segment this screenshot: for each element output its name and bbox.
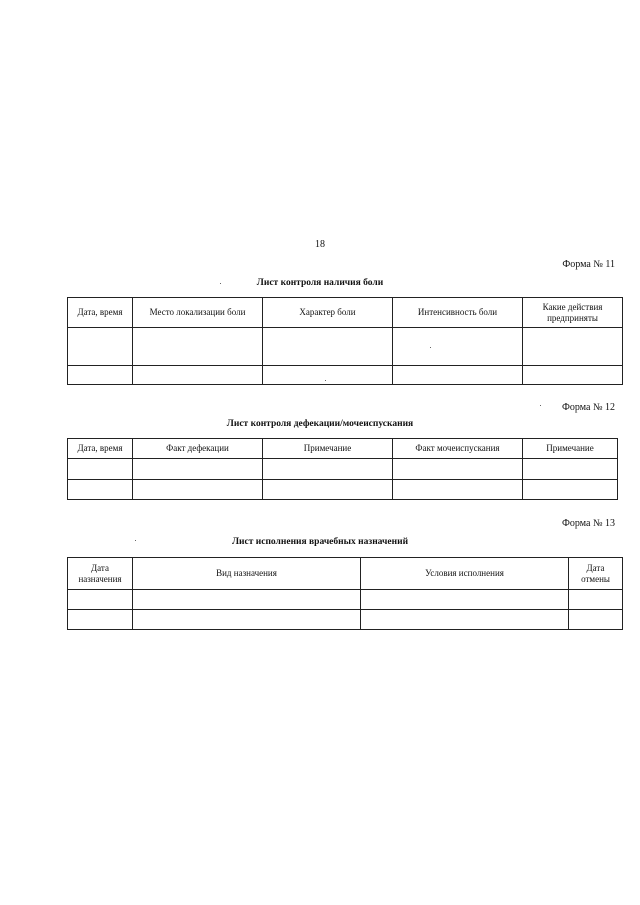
table-cell[interactable] — [393, 480, 523, 500]
table-cell[interactable] — [68, 610, 133, 630]
table-cell[interactable] — [263, 328, 393, 366]
table-cell[interactable] — [393, 459, 523, 480]
column-header: Место локализации боли — [133, 298, 263, 328]
table-cell[interactable] — [569, 610, 623, 630]
scan-speck — [540, 405, 541, 406]
column-header: Примечание — [523, 439, 618, 459]
table-row — [68, 480, 618, 500]
scan-speck — [220, 283, 221, 284]
table-cell[interactable] — [361, 610, 569, 630]
column-header: Какие действия предприняты — [523, 298, 623, 328]
column-header: Дата, время — [68, 439, 133, 459]
form-11-label: Форма № 11 — [562, 259, 615, 270]
column-header: Факт дефекации — [133, 439, 263, 459]
table-cell[interactable] — [133, 459, 263, 480]
column-header: Дата назначения — [68, 558, 133, 590]
prescriptions-table — [67, 557, 623, 630]
table-cell[interactable] — [523, 459, 618, 480]
table-cell[interactable] — [523, 366, 623, 385]
table-header-row — [68, 558, 623, 590]
table-header-row — [68, 298, 623, 328]
table-cell[interactable] — [393, 328, 523, 366]
table-cell[interactable] — [523, 480, 618, 500]
form-11-title: Лист контроля наличия боли — [256, 278, 384, 288]
table-cell[interactable] — [263, 459, 393, 480]
table-cell[interactable] — [393, 366, 523, 385]
column-header: Факт мочеиспускания — [393, 439, 523, 459]
column-header: Условия исполнения — [361, 558, 569, 590]
form-12-title: Лист контроля дефекации/мочеиспускания — [226, 419, 414, 429]
form-13-title: Лист исполнения врачебных назначений — [231, 537, 409, 547]
table-row — [68, 366, 623, 385]
form-13-label: Форма № 13 — [562, 518, 615, 529]
column-header: Дата отмены — [569, 558, 623, 590]
table-cell[interactable] — [361, 590, 569, 610]
table-cell[interactable] — [263, 480, 393, 500]
table-cell[interactable] — [68, 590, 133, 610]
column-header: Примечание — [263, 439, 393, 459]
page-number: 18 — [315, 239, 325, 250]
table-cell[interactable] — [68, 366, 133, 385]
column-header: Характер боли — [263, 298, 393, 328]
defecation-urination-table — [67, 438, 618, 500]
table-row — [68, 590, 623, 610]
pain-control-table — [67, 297, 623, 385]
scan-speck — [325, 380, 326, 381]
table-row — [68, 328, 623, 366]
column-header: Вид назначения — [133, 558, 361, 590]
table-cell[interactable] — [133, 590, 361, 610]
table-header-row — [68, 439, 618, 459]
table-row — [68, 459, 618, 480]
table-row — [68, 610, 623, 630]
table-cell[interactable] — [68, 459, 133, 480]
table-cell[interactable] — [133, 366, 263, 385]
column-header: Интенсивность боли — [393, 298, 523, 328]
table-cell[interactable] — [133, 480, 263, 500]
table-cell[interactable] — [68, 328, 133, 366]
table-cell[interactable] — [523, 328, 623, 366]
form-12-label: Форма № 12 — [562, 402, 615, 413]
table-cell[interactable] — [68, 480, 133, 500]
scan-speck — [135, 540, 136, 541]
column-header: Дата, время — [68, 298, 133, 328]
scan-speck — [430, 347, 431, 348]
table-cell[interactable] — [133, 610, 361, 630]
table-cell[interactable] — [263, 366, 393, 385]
table-cell[interactable] — [569, 590, 623, 610]
table-cell[interactable] — [133, 328, 263, 366]
